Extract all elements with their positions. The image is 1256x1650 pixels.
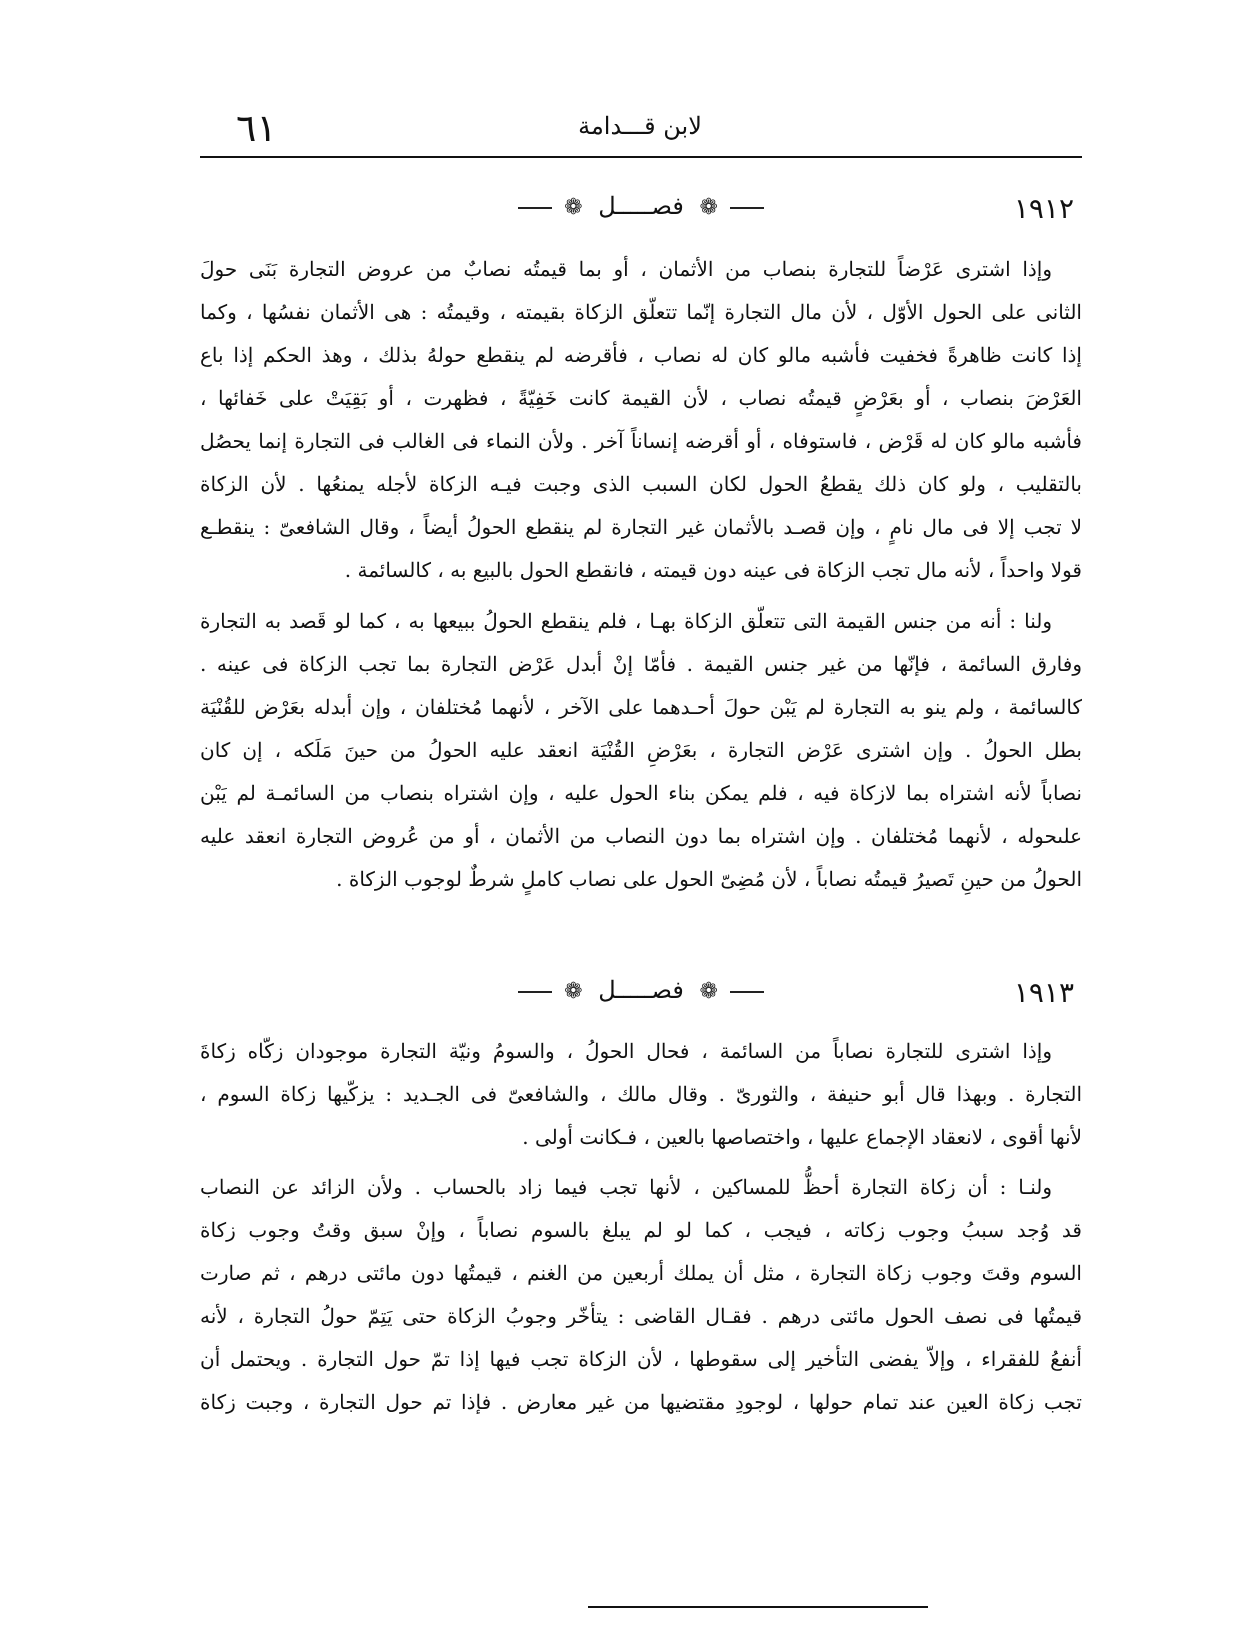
header-rule — [200, 156, 1082, 158]
text-line: نصاباً لأنه اشتراه بما لازكاة فيه ، فلم يمكن بناء الحول عليه ، وإن اشتراه بنصاب من السائمـة لم يَبْن — [200, 781, 1082, 805]
text-line: قولا واحداً ، لأنه مال تجب الزكاة فى عينه دون قيمته ، فانقطع الحول بالبيع به ، كالسائمة . — [344, 558, 1082, 582]
text-line: لا تجب إلا فى مال نامٍ ، وإن قصـد بالأثمان غير التجارة لم ينقطع الحولُ أيضاً ، وقال الشافعىّ : ينقطـع — [200, 515, 1082, 539]
ornament-rule — [518, 991, 552, 993]
text-line: العَرْضَ بنصاب ، أو بعَرْضٍ قيمتُه نصاب ، لأن القيمة كانت خَفِيّةً ، فظهرت ، أو بَقِيَتْ على خَفائها ، — [200, 386, 1082, 410]
text-line: بطل الحولُ . وإن اشترى عَرْض التجارة ، بعَرْضِ القُنْيَة انعقد عليه الحولُ من حينَ مَلَكه ، إن كان — [200, 738, 1082, 762]
floral-ornament-icon: ❁ — [699, 195, 718, 220]
paragraph-1912-1 — [200, 248, 1082, 592]
paragraph-1912-2 — [200, 600, 1082, 901]
section-title: فصـــــل — [598, 192, 684, 220]
paragraph-1913-2 — [200, 1166, 1082, 1424]
text-line: التجارة . وبهذا قال أبو حنيفة ، والثورىّ . وقال مالك ، والشافعىّ فى الجـديد : يزكّيها زكاة السوم ، — [200, 1082, 1082, 1106]
section-title: فصـــــل — [598, 976, 684, 1004]
ornament-rule — [730, 991, 764, 993]
ornament-rule — [518, 207, 552, 209]
ornament-rule — [730, 207, 764, 209]
text-line: أنفعُ للفقراء ، وإلاّ يفضى التأخير إلى سقوطها ، لأن الزكاة تجب فيها إذا تمّ حول التجارة . ويحتمل أن — [200, 1347, 1082, 1371]
section-title-wrap — [200, 192, 1082, 220]
text-line: كالسائمة ، ولم ينو به التجارة لم يَبْن حولَ أحـدهما على الآخر ، لأنهما مُختلفان ، وإن أبدله بعَرْض للقُنْيَة — [200, 695, 1082, 719]
text-line: ولنـا : أن زكاة التجارة أحظُّ للمساكين ، لأنها تجب فيما زاد بالحساب . ولأن الزائد عن النصاب — [200, 1175, 1052, 1199]
running-head — [200, 98, 1080, 158]
footer-rule — [588, 1606, 928, 1608]
text-line: لأنها أقوى ، لانعقاد الإجماع عليها ، واختصاصها بالعين ، فـكانت أولى . — [522, 1125, 1082, 1149]
section-number: ١٩١٣ — [1013, 976, 1074, 1009]
floral-ornament-icon: ❁ — [699, 979, 718, 1004]
text-line: علىحوله ، لأنهما مُختلفان . وإن اشتراه بما دون النصاب من الأثمان ، أو من عُروض التجارة انعقد عليه — [200, 824, 1082, 848]
text-line: بالتقليب ، ولو كان ذلك يقطعُ الحول لكان السبب الذى وجبت فيـه الزكاة لأجله يمنعُها . لأن الزكاة — [200, 472, 1082, 496]
text-line: وإذا اشترى للتجارة نصاباً من السائمة ، فحال الحولُ ، والسومُ ونيّة التجارة موجودان زكّاه زكاةَ — [200, 1039, 1052, 1063]
running-title: لابن قـــدامة — [578, 112, 702, 140]
text-line: قد وُجد سببُ وجوب زكاته ، فيجب ، كما لو لم يبلغ بالسوم نصاباً ، وإنْ سبق وقتُ وجوب زكاة — [200, 1218, 1082, 1242]
section-title-wrap — [200, 976, 1082, 1004]
page-number: ٦١ — [236, 106, 277, 150]
text-line: قيمتُها فى نصف الحول مائتى درهم . فقـال القاضى : يتأخّر وجوبُ الزكاة حتى يَتِمّ حولُ التجارة ، لأنه — [200, 1304, 1082, 1328]
text-line: وإذا اشترى عَرْضاً للتجارة بنصاب من الأثمان ، أو بما قيمتُه نصابٌ من عروض التجارة بَنَى حولَ — [200, 257, 1052, 281]
text-line: الثانى على الحول الأوّل ، لأن مال التجارة إنّما تتعلّق الزكاة بقيمته ، وقيمتُه : هى الأثمان نفسُها ، وكما — [200, 300, 1082, 324]
text-line: فأشبه مالو كان له قَرْض ، فاستوفاه ، أو أقرضه إنساناً آخر . ولأن النماء فى الغالب فى التجارة إنما يحصُل — [200, 429, 1082, 453]
floral-ornament-icon: ❁ — [564, 195, 583, 220]
paragraph-1913-1 — [200, 1030, 1082, 1159]
section-heading-1912 — [200, 186, 1082, 232]
text-line: تجب زكاة العين عند تمام حولها ، لوجودِ مقتضيها من غير معارض . فإذا تم حول التجارة ، وجبت زكاة — [200, 1390, 1082, 1414]
text-line: الحولُ من حينِ تَصيرُ قيمتُه نصاباً ، لأن مُضِىّ الحول على نصاب كاملٍ شرطٌ لوجوب الزكاة . — [336, 867, 1082, 891]
section-heading-1913 — [200, 970, 1082, 1016]
floral-ornament-icon: ❁ — [564, 979, 583, 1004]
section-number: ١٩١٢ — [1013, 192, 1074, 225]
text-line: ولنا : أنه من جنس القيمة التى تتعلّق الزكاة بهـا ، فلم ينقطع الحولُ ببيعها به ، كما لو قَصد به التجارة — [200, 609, 1052, 633]
text-line: السوم وقتَ وجوب زكاة التجارة ، مثل أن يملك أربعين من الغنم ، قيمتُها دون مائتى درهم ، ثم صارت — [200, 1261, 1082, 1285]
text-line: وفارق السائمة ، فإنّها من غير جنس القيمة . فأمّا إنْ أبدل عَرْض التجارة بما تجب الزكاة فى عينه . — [200, 652, 1082, 676]
text-line: إذا كانت ظاهرةً فخفيت فأشبه مالو كان له نصاب ، فأقرضه لم ينقطع حولهُ بذلك ، وهذ الحكم إذا باع — [200, 343, 1082, 367]
